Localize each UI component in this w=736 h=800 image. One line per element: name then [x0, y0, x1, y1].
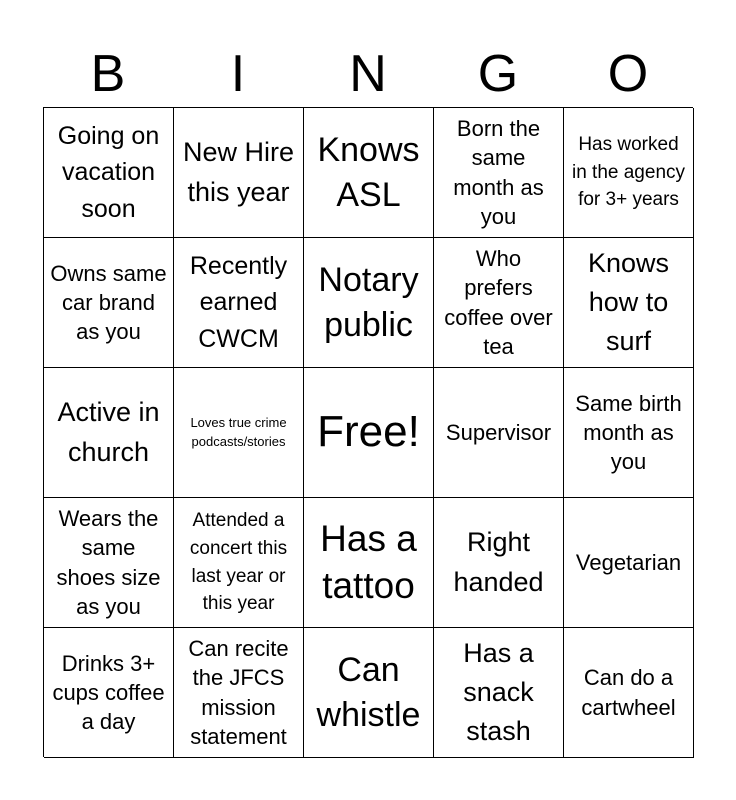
bingo-header: [43, 40, 693, 108]
cell-label: Can whistle: [316, 651, 421, 734]
bingo-cell[interactable]: [434, 108, 564, 238]
header-letter-o: O: [607, 45, 649, 103]
cell-label: Who prefers coffee over tea: [444, 246, 553, 359]
cell-label: Same birth month as you: [575, 390, 682, 475]
header-letter-b: B: [90, 45, 126, 103]
cell-label: Can recite the JFCS mission statement: [188, 636, 289, 749]
cell-label: Owns same car brand as you: [50, 260, 167, 345]
cell-label: Has worked in the agency for 3+ years: [571, 134, 686, 211]
bingo-cell[interactable]: [434, 368, 564, 498]
cell-label: Has a tattoo: [320, 518, 417, 606]
cell-label: Right handed: [453, 527, 544, 597]
bingo-cell[interactable]: [434, 238, 564, 368]
bingo-cell[interactable]: [304, 238, 434, 368]
cell-label: Attended a concert this last year or this year: [189, 510, 288, 615]
bingo-cell[interactable]: [564, 498, 694, 628]
bingo-cell[interactable]: [174, 498, 304, 628]
cell-label: Going on vacation soon: [57, 122, 160, 223]
bingo-cell[interactable]: [44, 108, 174, 238]
bingo-cell[interactable]: [174, 628, 304, 758]
cell-label: Vegetarian: [575, 549, 682, 575]
bingo-cell[interactable]: [304, 498, 434, 628]
cell-label: Drinks 3+ cups coffee a day: [52, 650, 165, 735]
cell-label: Knows how to surf: [587, 247, 670, 357]
cell-label: Notary public: [318, 261, 419, 344]
header-letter-i: I: [230, 45, 246, 103]
bingo-board: [43, 107, 693, 757]
bingo-cell[interactable]: [44, 368, 174, 498]
cell-label: New Hire this year: [182, 137, 295, 207]
bingo-cell[interactable]: [434, 498, 564, 628]
bingo-cell[interactable]: [434, 628, 564, 758]
bingo-cell[interactable]: [564, 108, 694, 238]
free-cell[interactable]: [304, 368, 434, 498]
bingo-cell[interactable]: [44, 238, 174, 368]
cell-label: Wears the same shoes size as you: [56, 506, 161, 619]
cell-label: Knows ASL: [317, 131, 420, 214]
cell-label: Free!: [317, 407, 420, 457]
bingo-cell[interactable]: [304, 628, 434, 758]
cell-label: Can do a cartwheel: [581, 665, 676, 720]
bingo-cell[interactable]: [174, 368, 304, 498]
cell-label: Loves true crime podcasts/stories: [190, 415, 287, 449]
bingo-cell[interactable]: [304, 108, 434, 238]
cell-label: Active in church: [57, 397, 160, 467]
bingo-cell[interactable]: [564, 628, 694, 758]
header-letter-g: G: [477, 45, 519, 103]
bingo-cell[interactable]: [44, 498, 174, 628]
cell-label: Recently earned CWCM: [189, 252, 288, 353]
header-letter-n: N: [349, 45, 387, 103]
cell-label: Has a snack stash: [463, 637, 534, 747]
cell-label: Supervisor: [445, 419, 552, 445]
bingo-cell[interactable]: [564, 238, 694, 368]
bingo-cell[interactable]: [174, 108, 304, 238]
bingo-cell[interactable]: [564, 368, 694, 498]
bingo-cell[interactable]: [44, 628, 174, 758]
cell-label: Born the same month as you: [453, 116, 544, 229]
bingo-cell[interactable]: [174, 238, 304, 368]
